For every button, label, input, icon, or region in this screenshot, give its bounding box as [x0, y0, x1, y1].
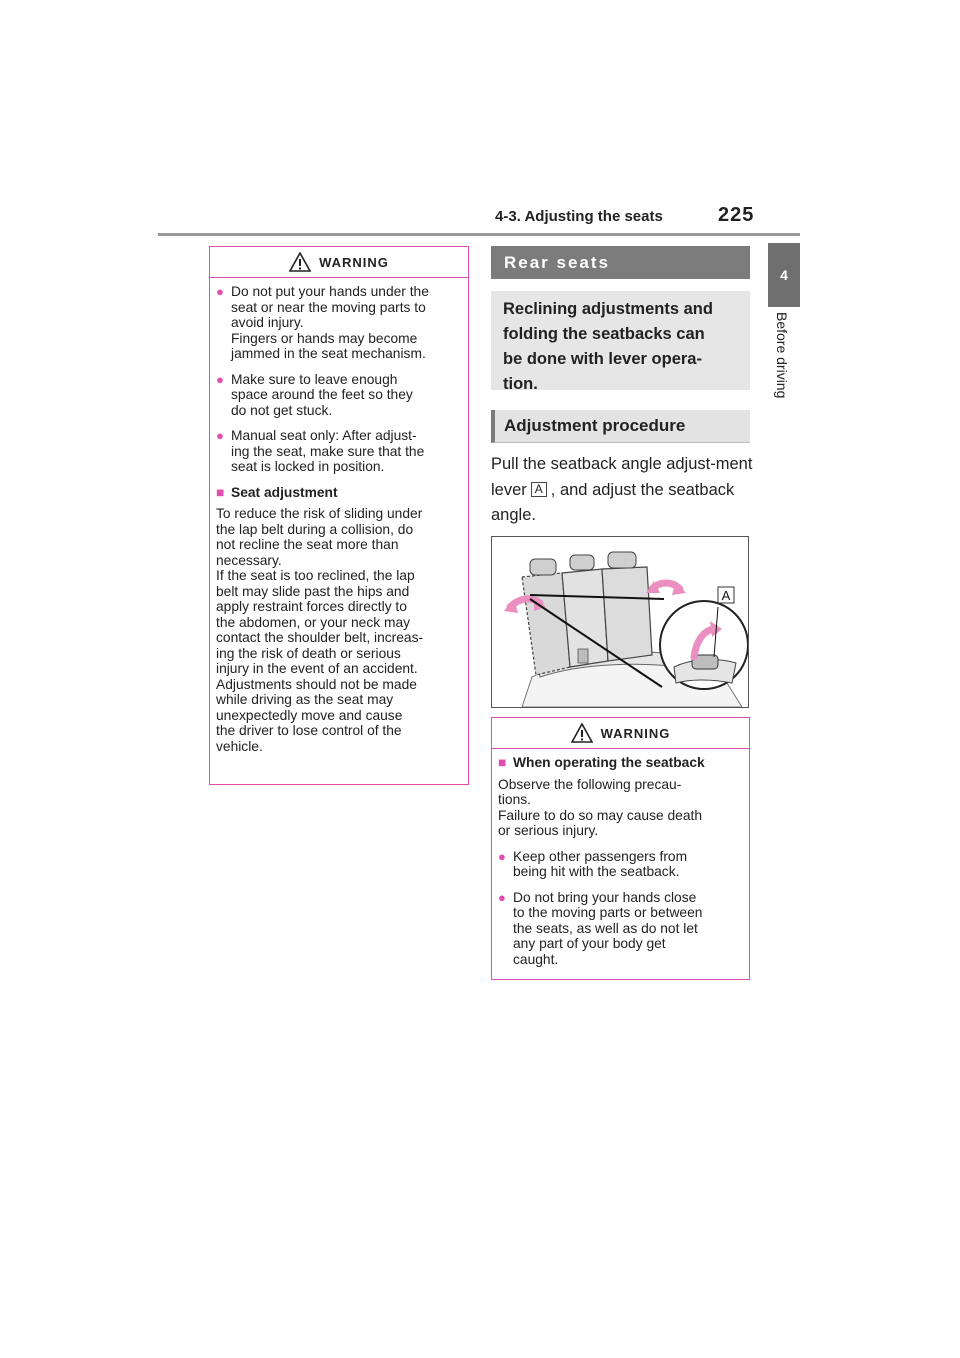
list-item	[498, 890, 743, 968]
section-heading-adjustment: Adjustment procedure	[491, 410, 750, 443]
warning-header	[210, 247, 468, 278]
bullet-icon: ●	[216, 284, 224, 299]
warning-paragraph: To reduce the risk of sliding under the lap belt during a collision, do not recline the seat more than necessary. If the seat is too reclined, the lap belt may slide past the hips and apply restraint forces directly to the abdomen, or your neck may contact the shoulder belt, increas- ing the risk of death or serious injury in the event of an accident. Adjustments should not be made while driving as the seat may unexpectedly move and cause the driver to lose control of the vehicle.	[216, 506, 424, 754]
warning-box-left	[209, 246, 469, 785]
instruction-text	[491, 452, 761, 529]
seat-illustration	[491, 536, 749, 708]
instruction-part-2: , and adjust the seatback angle.	[491, 480, 735, 524]
section-title: 4-3. Adjusting the seats	[495, 208, 663, 225]
warning-triangle-icon	[571, 723, 593, 743]
warning-box-right	[491, 717, 750, 980]
list-item	[498, 849, 743, 880]
figure-label: A	[721, 588, 731, 603]
chapter-label-text: Before driving	[774, 312, 790, 399]
rear-seat-lever-icon	[492, 537, 748, 707]
instruction-part-1: Pull the seatback angle adjust-ment lever	[491, 455, 753, 499]
subheading-text: Seat adjustment	[231, 484, 338, 500]
list-item	[216, 428, 462, 475]
warning-body	[210, 278, 468, 754]
warning-subheading	[216, 485, 462, 501]
bullet-icon: ●	[498, 848, 506, 864]
subheading-text: When operating the seatback	[513, 755, 705, 770]
bullet-icon: ●	[498, 889, 506, 905]
warning-triangle-icon	[289, 252, 311, 272]
list-item	[216, 284, 462, 362]
intro-box: Reclining adjustments and folding the seatbacks can be done with lever opera- tion.	[491, 291, 750, 390]
list-item	[216, 372, 462, 419]
square-bullet-icon: ■	[498, 755, 507, 770]
lever-label: A	[531, 482, 547, 497]
chapter-tab[interactable]: 4	[768, 243, 800, 307]
warning-subheading	[498, 755, 743, 771]
header-divider	[158, 233, 800, 236]
bullet-icon: ●	[216, 371, 224, 387]
warning-header	[492, 718, 749, 749]
square-bullet-icon: ■	[216, 484, 225, 500]
warning-heading: WARNING	[319, 254, 389, 270]
chapter-label	[774, 312, 794, 732]
page-number: 225	[718, 204, 755, 226]
warning-heading: WARNING	[600, 725, 671, 741]
section-heading-rear-seats: Rear seats	[491, 246, 750, 279]
bullet-text: Manual seat only: After adjust- ing the seat, make sure that the seat is locked in position.	[231, 428, 425, 474]
warning-paragraph: Observe the following precau- tions. Failure to do so may cause death or serious injury.	[498, 776, 703, 838]
warning-body	[492, 749, 749, 967]
bullet-text: Keep other passengers from being hit with the seatback.	[513, 848, 688, 879]
bullet-text: Make sure to leave enough space around the feet so they do not get stuck.	[231, 371, 413, 418]
bullet-text: Do not put your hands under the seat or near the moving parts to avoid injury. Fingers or hands may become jammed in the seat mechanism.	[231, 284, 429, 361]
bullet-icon: ●	[216, 428, 224, 443]
bullet-text: Do not bring your hands close to the moving parts or between the seats, as well as do not let any part of your body get caught.	[513, 889, 703, 967]
